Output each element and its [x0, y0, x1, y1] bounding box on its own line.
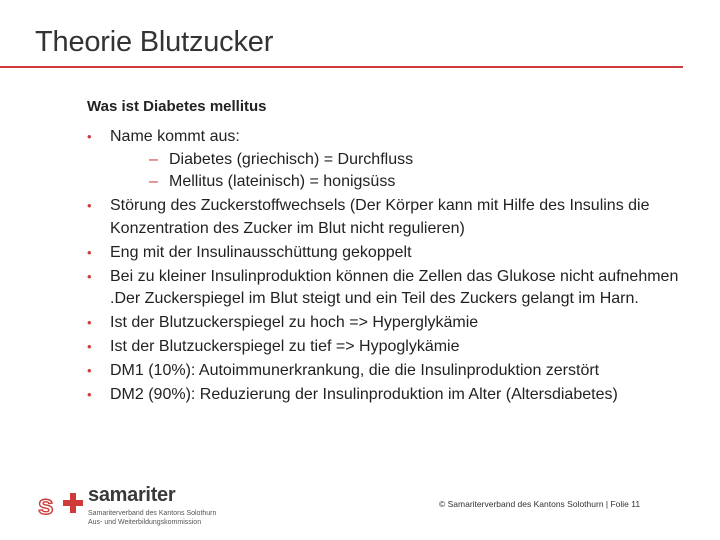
samariter-logo: [38, 484, 228, 528]
logo-subtitle-line: Samariterverband des Kantons Solothurn: [88, 510, 217, 517]
bullet-item: • DM1 (10%): Autoimmunerkrankung, die die Insulinproduktion zerstört: [87, 360, 687, 383]
bullet-item: • Eng mit der Insulinausschüttung gekoppelt: [87, 242, 687, 265]
sub-bullet-list: [110, 149, 687, 194]
bullet-item: • Bei zu kleiner Insulinproduktion können die Zellen das Glukose nicht aufnehmen .Der Zuckerspiegel im Blut steigt und ein Teil des Zuckers gelangt im Harn.: [87, 266, 687, 311]
logo-wordmark: samariter: [88, 484, 176, 506]
samariter-cross-icon: [38, 490, 84, 518]
title-divider: [0, 66, 683, 68]
footer-copyright: © Samariterverband des Kantons Solothurn | Folie 11: [439, 499, 641, 509]
bullet-item: • Ist der Blutzuckerspiegel zu hoch => Hyperglykämie: [87, 312, 687, 335]
bullet-item: • DM2 (90%): Reduzierung der Insulinproduktion im Alter (Altersdiabetes): [87, 384, 687, 407]
bullet-item: • Ist der Blutzuckerspiegel zu tief => Hypoglykämie: [87, 336, 687, 359]
bullet-text: Name kommt aus:: [110, 128, 240, 145]
slide-title: Theorie Blutzucker: [35, 26, 274, 58]
bullet-item: [87, 126, 687, 194]
sub-bullet-item: – Mellitus (lateinisch) = honigsüss: [133, 171, 687, 194]
svg-text:s: s: [38, 490, 54, 518]
sub-bullet-item: – Diabetes (griechisch) = Durchfluss: [133, 149, 687, 172]
bullet-item: • Störung des Zuckerstoffwechsels (Der Körper kann mit Hilfe des Insulins die Konzentration des Zucker im Blut nicht regulieren): [87, 195, 687, 240]
logo-subtitle-line: Aus- und Weiterbildungskommission: [88, 519, 202, 526]
bullet-list: [87, 126, 687, 408]
slide-subtitle: Was ist Diabetes mellitus: [87, 98, 267, 115]
